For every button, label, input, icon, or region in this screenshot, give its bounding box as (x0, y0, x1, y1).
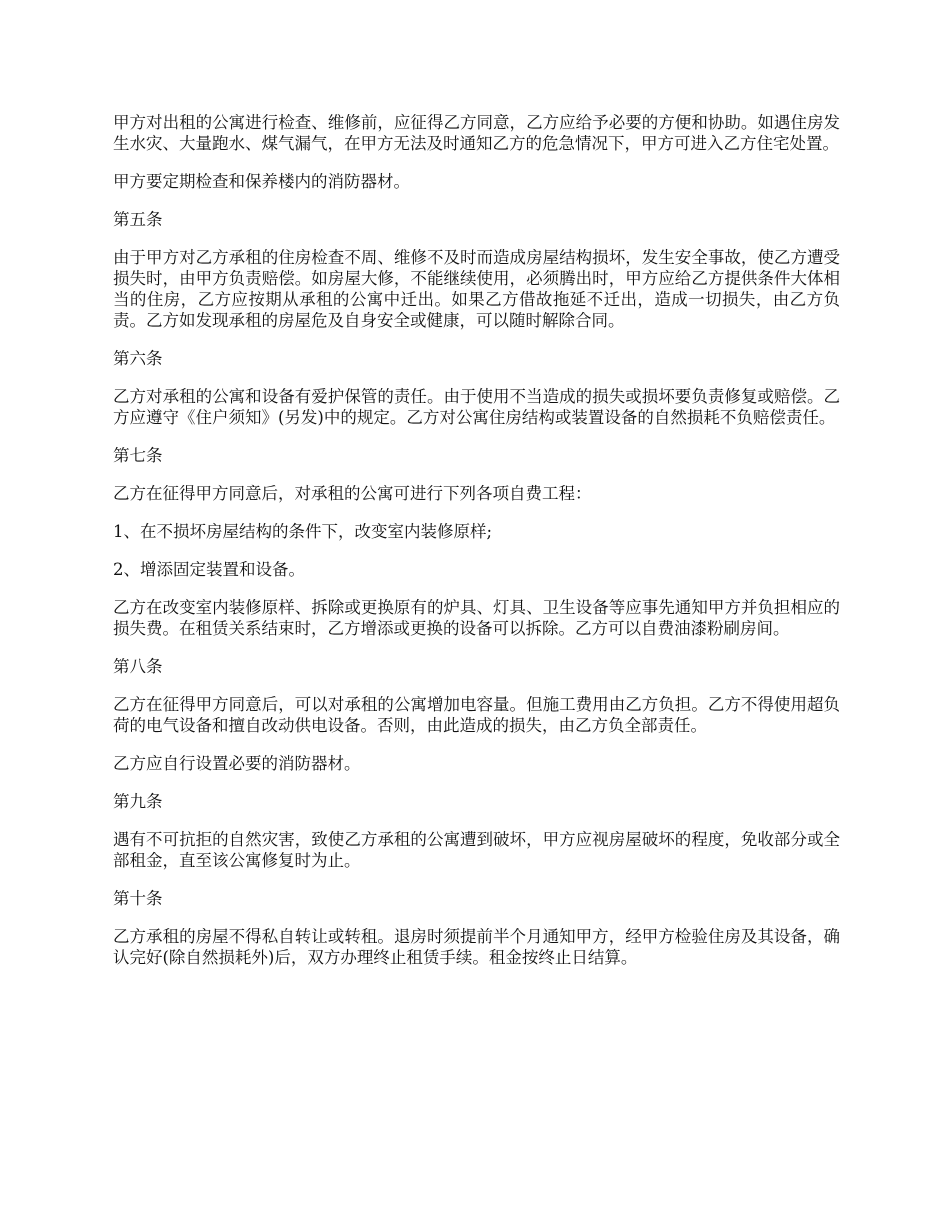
article-6-heading: 第六条 (113, 349, 163, 368)
article-5-text: 由于甲方对乙方承租的住房检查不周、维修不及时而造成房屋结构损坏，发生安全事故，使乙方遭受损失时，由甲方负责赔偿。如房屋大修，不能继续使用，必须腾出时，甲方应给乙方提供条件大体相当的住房，乙方应按期从承租的公寓中迁出。如果乙方借故拖延不迁出，造成一切损失，由乙方负责。乙方如发现承租的房屋危及自身安全或健康，可以随时解除合同。 (113, 248, 840, 330)
document-body (113, 112, 840, 985)
article-7-text: 乙方在改变室内装修原样、拆除或更换原有的炉具、灯具、卫生设备等应事先通知甲方并负担相应的损失费。在租赁关系结束时，乙方增添或更换的设备可以拆除。乙方可以自费油漆粉刷房间。 (113, 598, 840, 638)
article-7-heading: 第七条 (113, 446, 163, 465)
article-10-heading: 第十条 (113, 889, 163, 908)
article-9-heading: 第九条 (113, 792, 163, 811)
article-8-text: 乙方在征得甲方同意后，可以对承租的公寓增加电容量。但施工费用由乙方负担。乙方不得使用超负荷的电气设备和擅自改动供电设备。否则，由此造成的损失，由乙方负全部责任。 (113, 695, 840, 735)
paragraph-inspection-repair: 甲方对出租的公寓进行检查、维修前，应征得乙方同意，乙方应给予必要的方便和协助。如遇住房发生水灾、大量跑水、煤气漏气，在甲方无法及时通知乙方的危急情况下，甲方可进入乙方住宅处置。 (113, 113, 840, 153)
article-7-intro: 乙方在征得甲方同意后，对承租的公寓可进行下列各项自费工程： (113, 484, 592, 503)
article-5-heading: 第五条 (113, 210, 163, 229)
article-9-text: 遇有不可抗拒的自然灾害，致使乙方承租的公寓遭到破坏，甲方应视房屋破坏的程度，免收部分或全部租金，直至该公寓修复时为止。 (113, 830, 840, 870)
paragraph-fire-equipment-lessee: 乙方应自行设置必要的消防器材。 (113, 754, 361, 773)
article-10-text: 乙方承租的房屋不得私自转让或转租。退房时须提前半个月通知甲方，经甲方检验住房及其设备，确认完好(除自然损耗外)后，双方办理终止租赁手续。租金按终止日结算。 (113, 927, 840, 967)
article-8-heading: 第八条 (113, 657, 163, 676)
article-7-item-2: 2、增添固定装置和设备。 (113, 560, 305, 579)
article-6-text: 乙方对承租的公寓和设备有爱护保管的责任。由于使用不当造成的损失或损坏要负责修复或赔偿。乙方应遵守《住户须知》(另发)中的规定。乙方对公寓住房结构或装置设备的自然损耗不负赔偿责任。 (113, 387, 840, 427)
paragraph-fire-equipment-lessor: 甲方要定期检查和保养楼内的消防器材。 (113, 172, 410, 191)
article-7-item-1: 1、在不损坏房屋结构的条件下，改变室内装修原样; (113, 522, 493, 541)
